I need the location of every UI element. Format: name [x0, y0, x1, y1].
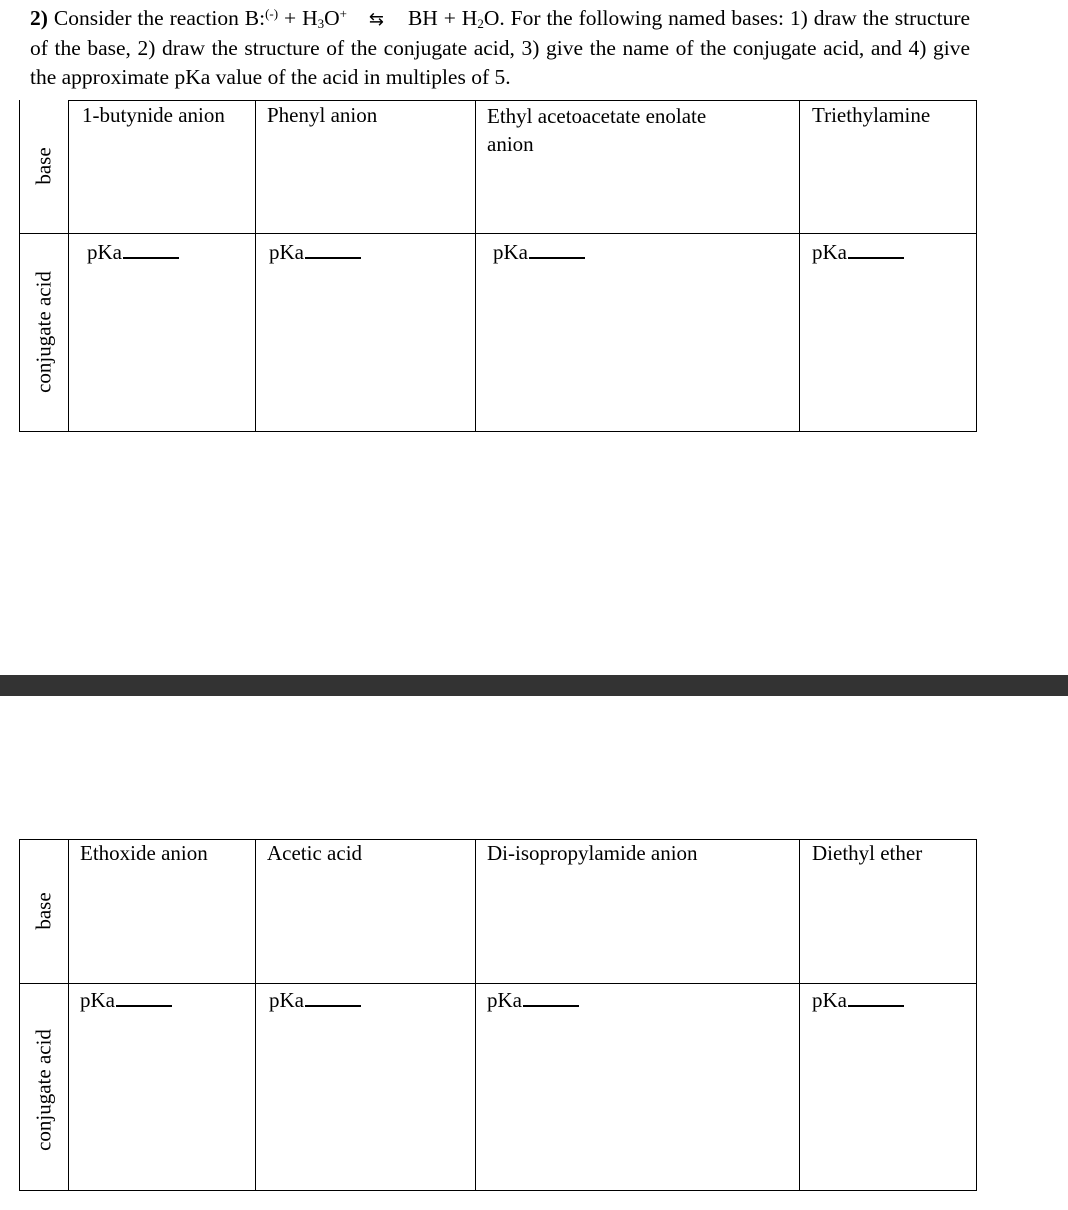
bh-water: BH + H — [407, 6, 478, 30]
table-border-bottom — [19, 431, 977, 432]
pka-blank[interactable] — [123, 237, 179, 259]
question-text — [30, 4, 970, 91]
column-header: 1-butynide anion — [82, 103, 225, 127]
pka-blank[interactable] — [848, 237, 904, 259]
column-header: Ethyl acetoacetate enolate anion — [487, 104, 707, 156]
table-border-left — [19, 839, 20, 1191]
pka-blank[interactable] — [523, 985, 579, 1007]
subscript-2: 2 — [477, 16, 484, 31]
charge-superscript: (-) — [265, 6, 279, 21]
pka-blank[interactable] — [529, 237, 585, 259]
row-divider — [19, 983, 977, 984]
table-divider — [475, 839, 476, 1191]
table-border-right — [976, 839, 977, 1191]
column-header: Triethylamine — [812, 103, 931, 127]
table-divider — [799, 100, 800, 432]
question-rest: O. For the following named bases: 1) draw the structure of the base, 2) draw the structure of the conjugate acid, 3) give the name of the conjugate acid, and 4) give the approximate pKa value of the acid in multiples of 5. — [30, 6, 971, 89]
equilibrium-arrow-icon: ⇆ — [368, 9, 385, 30]
table-border-left — [19, 100, 20, 233]
pka-blank[interactable] — [848, 985, 904, 1007]
row-divider — [19, 233, 977, 234]
oxygen: O — [324, 6, 340, 30]
column-header: Phenyl anion — [267, 103, 378, 127]
table-divider — [255, 100, 256, 432]
pka-answer: pKa — [812, 237, 904, 265]
subscript-3: 3 — [317, 16, 325, 31]
bases-table-2: Ethoxide anion Acetic acid Di-isopropylamide anion Diethyl ether base conjugate acid pKa pKa pKa pKa — [19, 839, 977, 1191]
pka-blank[interactable] — [116, 985, 172, 1007]
pka-answer: pKa — [487, 985, 579, 1013]
table-divider — [68, 839, 69, 1191]
table-divider — [799, 839, 800, 1191]
pka-answer: pKa — [80, 985, 172, 1013]
column-header: Di-isopropylamide anion — [487, 841, 698, 865]
table-divider — [68, 100, 69, 432]
table-border-left — [19, 233, 20, 432]
table-border-right — [976, 100, 977, 432]
plus-hydronium: + H — [284, 6, 318, 30]
table-divider — [255, 839, 256, 1191]
pka-answer: pKa — [493, 237, 585, 265]
pka-answer: pKa — [812, 985, 904, 1013]
plus-superscript: + — [339, 6, 347, 21]
pka-blank[interactable] — [305, 237, 361, 259]
pka-answer: pKa — [269, 237, 361, 265]
question-number: 2) — [30, 6, 48, 30]
pka-answer: pKa — [269, 985, 361, 1013]
column-header: Diethyl ether — [812, 841, 923, 865]
question-intro: Consider the reaction B: — [53, 6, 266, 30]
table-border-bottom — [19, 1190, 977, 1191]
bases-table-1: 1-butynide anion Phenyl anion Ethyl acetoacetate enolate anion Triethylamine base conjugate acid pKa pKa pKa pKa — [19, 100, 977, 432]
pka-answer: pKa — [87, 237, 179, 265]
column-header: Ethoxide anion — [80, 841, 208, 865]
pka-blank[interactable] — [305, 985, 361, 1007]
table-divider — [475, 100, 476, 432]
column-header: Acetic acid — [267, 841, 363, 865]
separator-bar — [0, 675, 1068, 696]
